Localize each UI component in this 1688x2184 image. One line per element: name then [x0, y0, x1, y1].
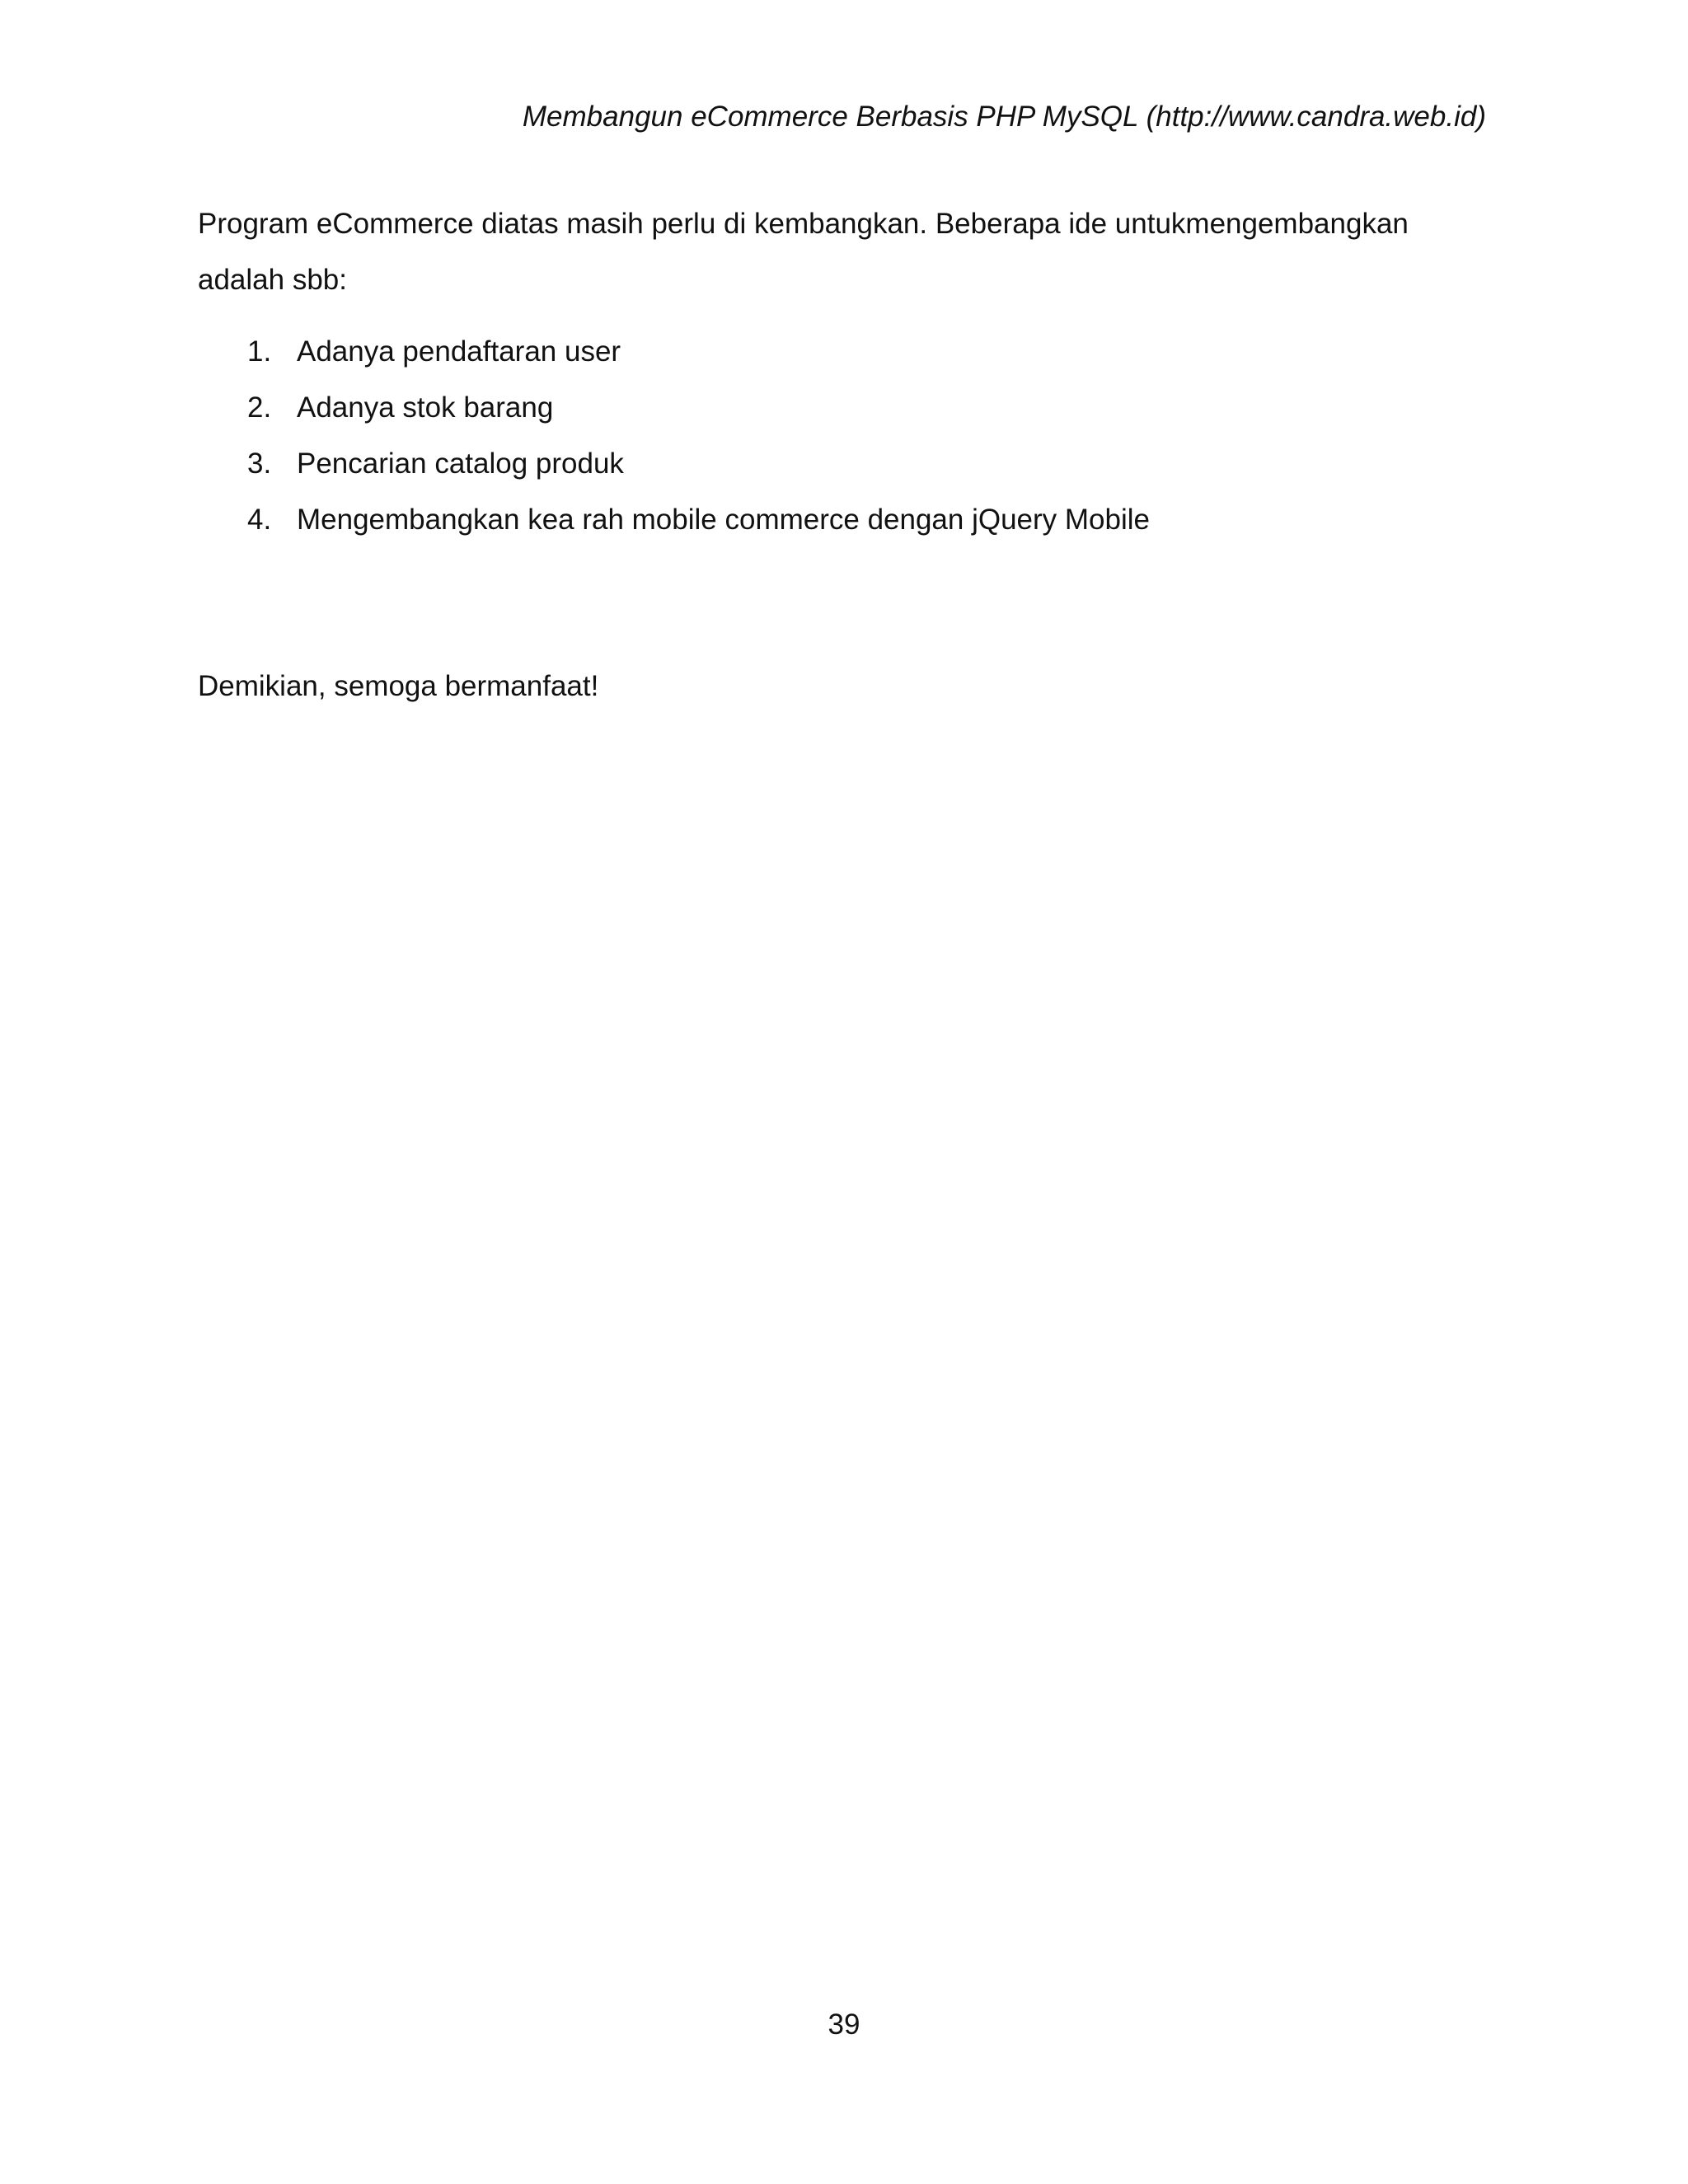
list-item: [198, 331, 1467, 387]
list-item-number: 2.: [247, 391, 272, 424]
list-item: [198, 499, 1467, 555]
running-header: Membangun eCommerce Berbasis PHP MySQL (http://www.candra.web.id): [522, 101, 1486, 133]
list-item-text: Mengembangkan kea rah mobile commerce dengan jQuery Mobile: [297, 504, 1150, 536]
list-item-text: Adanya stok barang: [297, 391, 554, 424]
list-item-number: 1.: [247, 335, 272, 368]
page-number: 39: [828, 2008, 860, 2041]
closing-sentence: Demikian, semoga bermanfaat!: [198, 670, 599, 702]
list-item-number: 3.: [247, 448, 272, 480]
intro-paragraph: Program eCommerce diatas masih perlu di kembangkan. Beberapa ide untukmengembangkan adalah sbb:: [198, 208, 1409, 296]
list-item: [198, 443, 1467, 499]
list-item-text: Pencarian catalog produk: [297, 448, 624, 480]
list-item-number: 4.: [247, 504, 272, 536]
ideas-list: [198, 331, 1467, 555]
list-item: [198, 387, 1467, 443]
list-item-text: Adanya pendaftaran user: [297, 335, 621, 368]
